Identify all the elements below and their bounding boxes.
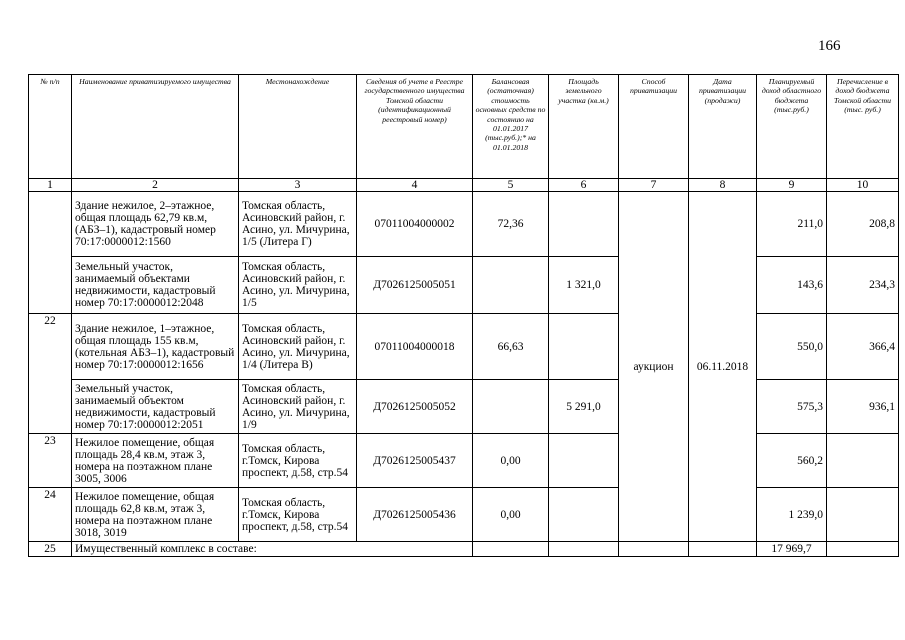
balance-value: 72,36	[473, 192, 549, 257]
row-number	[29, 192, 72, 314]
transferred-income	[827, 488, 899, 542]
property-name: Имущественный комплекс в составе:	[72, 542, 473, 557]
column-number: 10	[827, 179, 899, 192]
planned-income: 17 969,7	[757, 542, 827, 557]
land-area	[549, 434, 619, 488]
registry-number: Д7026125005436	[357, 488, 473, 542]
header-cell-location: Местонахождение	[239, 75, 357, 179]
row-number: 22	[29, 314, 72, 434]
registry-number: 07011004000002	[357, 192, 473, 257]
planned-income: 550,0	[757, 314, 827, 380]
registry-number: Д7026125005437	[357, 434, 473, 488]
property-name: Здание нежилое, 1–этажное, общая площадь 155 кв.м,(котельная АБЗ–1), кадастровый номер 70:17:0000012:1656	[72, 314, 239, 380]
transferred-income: 366,4	[827, 314, 899, 380]
property-name: Нежилое помещение, общая площадь 62,8 кв.м, этаж 3, номера на поэтажном плане 3018, 3019	[72, 488, 239, 542]
property-location: Томская область, Асиновский район, г. Асино, ул. Мичурина, 1/9	[239, 380, 357, 434]
land-area	[549, 542, 619, 557]
privatization-method: аукцион	[619, 192, 689, 542]
column-number: 9	[757, 179, 827, 192]
balance-value	[473, 380, 549, 434]
registry-number: 07011004000018	[357, 314, 473, 380]
header-cell-area: Площадь земельного участка (кв.м.)	[549, 75, 619, 179]
property-location: Томская область, Асиновский район, г. Асино, ул. Мичурина, 1/5 (Литера Г)	[239, 192, 357, 257]
table-row	[29, 257, 899, 314]
table-row	[29, 380, 899, 434]
header-cell-name: Наименование приватизируемого имущества	[72, 75, 239, 179]
column-number-row	[29, 179, 899, 192]
page-number: 166	[818, 38, 841, 54]
column-number: 1	[29, 179, 72, 192]
row-number: 23	[29, 434, 72, 488]
column-number: 5	[473, 179, 549, 192]
property-location: Томская область, Асиновский район, г. Асино, ул. Мичурина, 1/4 (Литера В)	[239, 314, 357, 380]
land-area: 1 321,0	[549, 257, 619, 314]
table-row	[29, 488, 899, 542]
registry-number: Д7026125005051	[357, 257, 473, 314]
planned-income: 143,6	[757, 257, 827, 314]
balance-value	[473, 257, 549, 314]
property-name: Нежилое помещение, общая площадь 28,4 кв.м, этаж 3, номера на поэтажном плане 3005, 3006	[72, 434, 239, 488]
header-cell-transferred: Перечисление в доход бюджета Томской области (тыс. руб.)	[827, 75, 899, 179]
column-number: 6	[549, 179, 619, 192]
header-cell-num: № п/п	[29, 75, 72, 179]
header-cell-registry: Сведения об учете в Реестре государственного имущества Томской области (идентификационный реестровый номер)	[357, 75, 473, 179]
privatization-date	[689, 542, 757, 557]
property-name: Здание нежилое, 2–этажное, общая площадь 62,79 кв.м, (АБЗ–1), кадастровый номер 70:17:0000012:1560	[72, 192, 239, 257]
table-row	[29, 542, 899, 557]
planned-income: 560,2	[757, 434, 827, 488]
transferred-income	[827, 434, 899, 488]
property-name: Земельный участок, занимаемый объектом недвижимости, кадастровый номер 70:17:0000012:2051	[72, 380, 239, 434]
balance-value: 0,00	[473, 434, 549, 488]
planned-income: 1 239,0	[757, 488, 827, 542]
row-number: 24	[29, 488, 72, 542]
balance-value: 0,00	[473, 488, 549, 542]
transferred-income: 208,8	[827, 192, 899, 257]
land-area	[549, 488, 619, 542]
property-name: Земельный участок, занимаемый объектами недвижимости, кадастровый номер 70:17:0000012:2048	[72, 257, 239, 314]
planned-income: 211,0	[757, 192, 827, 257]
planned-income: 575,3	[757, 380, 827, 434]
column-number: 3	[239, 179, 357, 192]
land-area	[549, 192, 619, 257]
header-cell-method: Способ приватизации	[619, 75, 689, 179]
property-location: Томская область, г.Томск, Кирова проспект, д.58, стр.54	[239, 488, 357, 542]
header-row	[29, 75, 899, 179]
column-number: 2	[72, 179, 239, 192]
land-area	[549, 314, 619, 380]
header-cell-balance: Балансовая (остаточная) стоимость основных средств по состоянию на 01.01.2017 (тыс.руб.);* на 01.01.2018	[473, 75, 549, 179]
land-area: 5 291,0	[549, 380, 619, 434]
table-row	[29, 314, 899, 380]
table-row	[29, 192, 899, 257]
transferred-income	[827, 542, 899, 557]
column-number: 4	[357, 179, 473, 192]
transferred-income: 936,1	[827, 380, 899, 434]
registry-number: Д7026125005052	[357, 380, 473, 434]
privatization-table	[28, 74, 899, 557]
transferred-income: 234,3	[827, 257, 899, 314]
property-location: Томская область, Асиновский район, г. Асино, ул. Мичурина, 1/5	[239, 257, 357, 314]
property-location: Томская область, г.Томск, Кирова проспект, д.58, стр.54	[239, 434, 357, 488]
header-cell-planned: Планируемый доход областного бюджета (тыс.руб.)	[757, 75, 827, 179]
privatization-method	[619, 542, 689, 557]
privatization-date: 06.11.2018	[689, 192, 757, 542]
header-cell-date: Дата приватизации (продажи)	[689, 75, 757, 179]
table-row	[29, 434, 899, 488]
balance-value	[473, 542, 549, 557]
column-number: 7	[619, 179, 689, 192]
column-number: 8	[689, 179, 757, 192]
row-number: 25	[29, 542, 72, 557]
balance-value: 66,63	[473, 314, 549, 380]
